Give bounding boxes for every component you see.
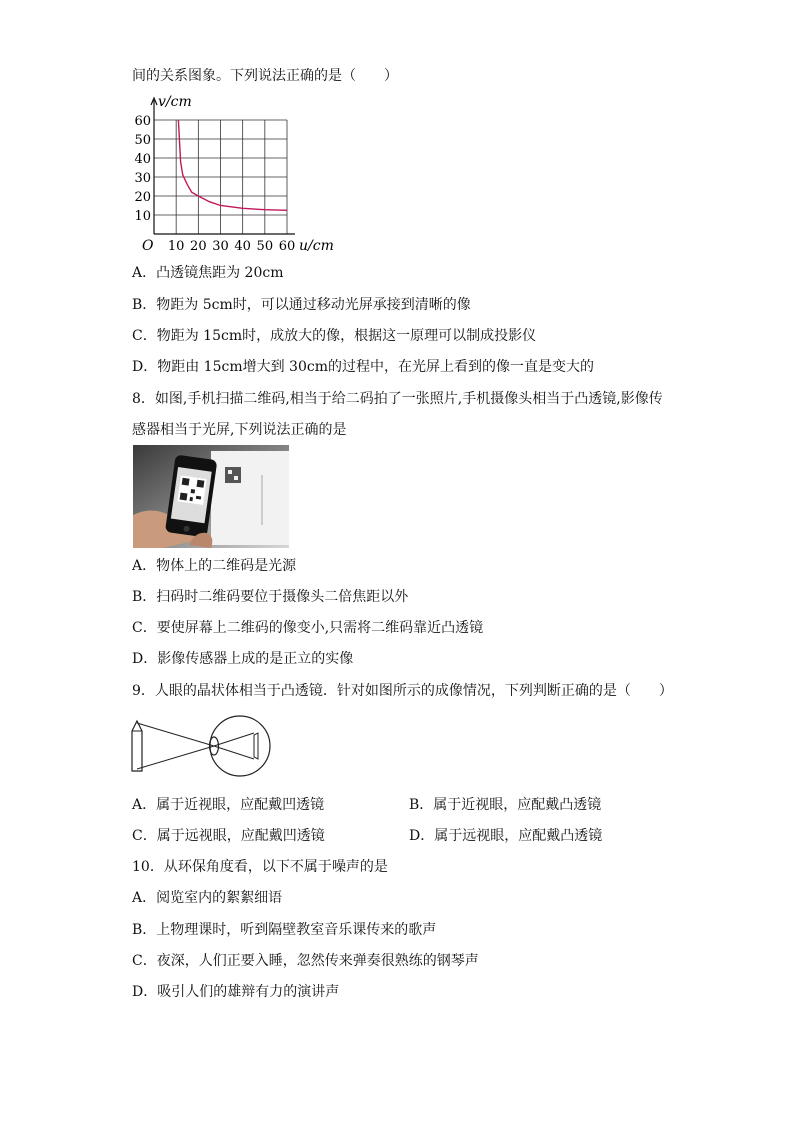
y-tick-label: 10 <box>134 209 151 224</box>
q10-stem: 10．从环保角度看，以下不属于噪声的是 <box>132 859 388 875</box>
chart-xlabel: u/cm <box>299 238 334 254</box>
q10-option-a: A．阅览室内的絮絮细语 <box>132 890 283 906</box>
phone-scanning-qr-photo <box>133 445 289 548</box>
q7-option-c: C．物距为 15cm时，成放大的像，根据这一原理可以制成投影仪 <box>132 328 537 344</box>
q8-stem-line2: 感器相当于光屏,下列说法正确的是 <box>132 422 347 438</box>
x-tick-label: 40 <box>234 239 251 254</box>
q7-option-d: D．物距由 15cm增大到 30cm的过程中，在光屏上看到的像一直是变大的 <box>132 359 594 375</box>
y-tick-label: 40 <box>134 152 151 167</box>
eye-imaging-diagram <box>128 713 278 779</box>
chart-ylabel: v/cm <box>158 94 192 110</box>
chart-grid <box>154 120 287 234</box>
y-tick-label: 20 <box>134 190 151 205</box>
chart-ticks <box>134 114 295 254</box>
q9-option-b: B．属于近视眼，应配戴凸透镜 <box>409 797 602 813</box>
q8-stem-line1: 8．如图,手机扫描二维码,相当于给二码拍了一张照片,手机摄像头相当于凸透镜,影像传 <box>132 391 663 407</box>
v-u-curve <box>178 120 287 210</box>
y-tick-label: 30 <box>134 171 151 186</box>
q9-stem: 9．人眼的晶状体相当于凸透镜．针对如图所示的成像情况，下列判断正确的是（ ） <box>132 683 673 699</box>
chart-origin: O <box>142 238 154 254</box>
x-tick-label: 50 <box>256 239 274 254</box>
q8-option-c: C．要使屏幕上二维码的像变小,只需将二维码靠近凸透镜 <box>132 620 484 636</box>
x-tick-label: 20 <box>190 239 207 254</box>
q7-stem-tail: 间的关系图象。下列说法正确的是（ ） <box>132 68 398 84</box>
y-tick-label: 50 <box>134 133 151 148</box>
lens-image-distance-chart <box>130 92 340 258</box>
q9-option-a: A．属于近视眼，应配戴凹透镜 <box>132 797 325 813</box>
x-tick-label: 30 <box>212 239 229 254</box>
q10-option-d: D．吸引人们的雄辩有力的演讲声 <box>132 984 340 1000</box>
x-tick-label: 60 <box>278 239 296 254</box>
q8-option-d: D．影像传感器上成的是正立的实像 <box>132 651 354 667</box>
y-tick-label: 60 <box>134 114 151 129</box>
q7-option-b: B．物距为 5cm时，可以通过移动光屏承接到清晰的像 <box>132 297 471 313</box>
q8-option-a: A．物体上的二维码是光源 <box>132 558 297 574</box>
q8-option-b: B．扫码时二维码要位于摄像头二倍焦距以外 <box>132 589 409 605</box>
q9-option-d: D．属于远视眼，应配戴凸透镜 <box>409 828 603 844</box>
q9-option-c: C．属于远视眼，应配戴凹透镜 <box>132 828 325 844</box>
q10-option-c: C．夜深，人们正要入睡，忽然传来弹奏很熟练的钢琴声 <box>132 953 479 969</box>
x-tick-label: 10 <box>167 239 185 254</box>
q7-option-a: A．凸透镜焦距为 20cm <box>132 265 284 281</box>
q10-option-b: B．上物理课时，听到隔壁教室音乐课传来的歌声 <box>132 922 437 938</box>
chart-axes <box>151 98 295 234</box>
